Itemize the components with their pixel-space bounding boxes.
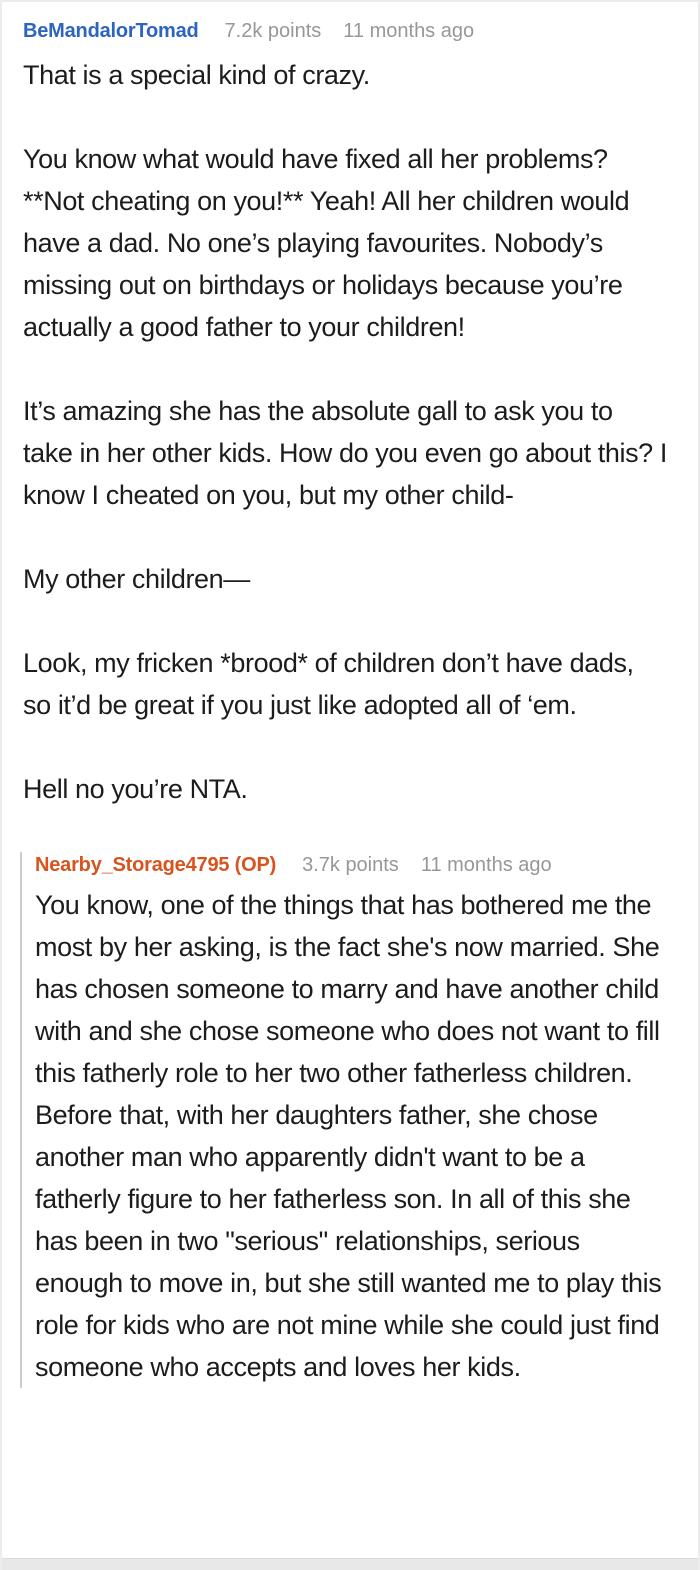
- reply-timestamp: 11 months ago: [420, 854, 552, 876]
- comment-paragraph: My other children—: [23, 564, 250, 594]
- reply-points: 3.7k points: [302, 854, 399, 876]
- reply-body: [35, 884, 667, 1388]
- comment-paragraph: You know what would have fixed all her problems? **Not cheating on you!** Yeah! All her children would have a dad. No one’s playing favourites. Nobody’s missing out on birthdays or holidays because you’re actually a good father to your children!: [23, 144, 630, 342]
- comment-body: [23, 54, 668, 810]
- screenshot-bottom-edge: [2, 1558, 698, 1570]
- comment-author-link[interactable]: BeMandalorTomad: [23, 20, 199, 42]
- comment-timestamp: 11 months ago: [343, 20, 475, 42]
- reply-paragraph: You know, one of the things that has bothered me the most by her asking, is the fact she's now married. She has chosen someone to marry and have another child with and she chose someone who does not want to fill this fatherly role to her two other fatherless children. Before that, with her daughters father, she chose another man who apparently didn't want to be a fatherly figure to her fatherless son. In all of this she has been in two "serious" relationships, serious enough to move in, but she still wanted me to play this role for kids who are not mine while she could just find someone who accepts and loves her kids.: [35, 890, 662, 1382]
- reply-comment: [20, 852, 674, 1388]
- comment-paragraph: It’s amazing she has the absolute gall to ask you to take in her other kids. How do you even go about this? I know I cheated on you, but my other child-: [23, 396, 668, 510]
- comment: [2, 2, 698, 1388]
- comment-points: 7.2k points: [224, 20, 322, 42]
- comment-meta: [23, 18, 674, 44]
- comment-paragraph: That is a special kind of crazy.: [23, 60, 370, 90]
- reply-meta: [35, 852, 674, 878]
- comment-paragraph: Look, my fricken *brood* of children don’t have dads, so it’d be great if you just like adopted all of ‘em.: [23, 648, 634, 720]
- comment-paragraph: Hell no you’re NTA.: [23, 774, 248, 804]
- reply-author-link[interactable]: Nearby_Storage4795 (OP): [35, 854, 277, 876]
